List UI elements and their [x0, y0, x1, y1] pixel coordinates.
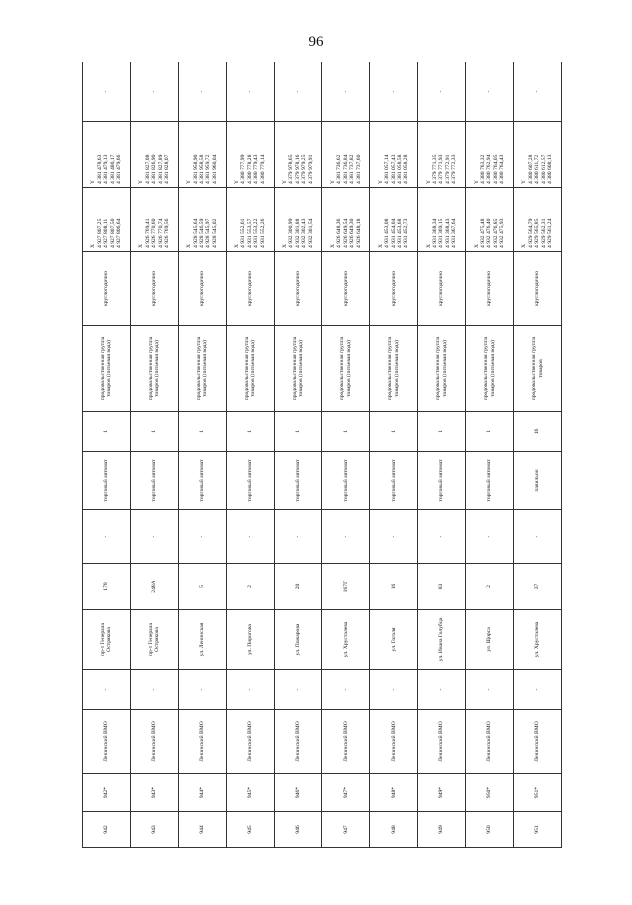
- cell-id: 950*: [466, 774, 514, 812]
- cell-period: круглогодично: [226, 252, 274, 326]
- cell-period: круглогодично: [466, 252, 514, 326]
- cell-count: 1: [274, 412, 322, 452]
- cell-count: 1: [83, 412, 131, 452]
- cell-count: 1: [370, 412, 418, 452]
- cell-col4: -: [83, 670, 131, 710]
- cell-house: 2: [226, 564, 274, 610]
- cell-coord-y: Y 4 381 958,90 4 381 958,58 4 381 959,72 4 381 960,04: [178, 122, 226, 188]
- cell-count: 16: [514, 412, 562, 452]
- cell-number: 945: [226, 812, 274, 848]
- page-number: 96: [308, 34, 324, 50]
- cell-object-type: торговый автомат: [418, 452, 466, 510]
- cell-last: -: [226, 62, 274, 122]
- cell-coord-x: X 4 931 453,08 4 931 454,04 4 931 453,68 4 931 452,73: [370, 188, 418, 252]
- cell-district: Ленинский ВМО: [274, 710, 322, 774]
- cell-street: ул. Щорса: [466, 610, 514, 670]
- cell-house: 2: [466, 564, 514, 610]
- cell-period: круглогодично: [83, 252, 131, 326]
- cell-count: 1: [322, 412, 370, 452]
- cell-district: Ленинский ВМО: [130, 710, 178, 774]
- table-row: [178, 62, 226, 848]
- cell-col7: -: [274, 510, 322, 564]
- cell-number: 949: [418, 812, 466, 848]
- cell-col7: -: [514, 510, 562, 564]
- cell-last: -: [178, 62, 226, 122]
- cell-count: 1: [418, 412, 466, 452]
- cell-object-type: торговый автомат: [466, 452, 514, 510]
- cell-col4: -: [418, 670, 466, 710]
- cell-house: 83: [418, 564, 466, 610]
- cell-period: круглогодично: [178, 252, 226, 326]
- cell-coord-y: Y 4 380 777,99 4 380 778,28 4 380 779,43 4 380 779,14: [226, 122, 274, 188]
- cell-object-type: торговый автомат: [370, 452, 418, 510]
- cell-coord-y: Y 4 379 771,35 4 379 771,93 4 379 772,91 4 379 772,33: [418, 122, 466, 188]
- cell-id: 949*: [418, 774, 466, 812]
- cell-house: 167Г: [322, 564, 370, 610]
- table-row: [370, 62, 418, 848]
- cell-col7: -: [370, 510, 418, 564]
- cell-coord-x: X 4 931 368,34 4 931 369,15 4 931 368,43 4 931 367,64: [418, 188, 466, 252]
- cell-last: -: [466, 62, 514, 122]
- cell-number: 942: [83, 812, 131, 848]
- cell-district: Ленинский ВМО: [178, 710, 226, 774]
- table-viewport: [82, 62, 562, 848]
- cell-coord-x: X 4 932 300,99 4 932 301,88 4 932 302,43 4 932 301,54: [274, 188, 322, 252]
- cell-street: ул. Гоголя: [370, 610, 418, 670]
- cell-house: 5: [178, 564, 226, 610]
- trade-locations-table: [82, 62, 562, 848]
- cell-coord-y: Y 4 380 607,28 4 380 611,72 4 380 612,57 4 380 608,13: [514, 122, 562, 188]
- table-row: [226, 62, 274, 848]
- cell-id: 947*: [322, 774, 370, 812]
- cell-goods-group: продовольственная группа товаров (питьевая вода): [178, 326, 226, 412]
- cell-id: 946*: [274, 774, 322, 812]
- cell-last: -: [514, 62, 562, 122]
- cell-col7: -: [226, 510, 274, 564]
- cell-goods-group: продовольственная группа товаров (питьевая вода): [322, 326, 370, 412]
- cell-number: 943: [130, 812, 178, 848]
- cell-street: ул. Ивана Голубца: [418, 610, 466, 670]
- cell-object-type: торговый автомат: [322, 452, 370, 510]
- cell-coord-x: X 4 931 552,61 4 931 553,57 4 931 553,22 4 931 552,26: [226, 188, 274, 252]
- cell-count: 1: [130, 412, 178, 452]
- table-row: [83, 62, 131, 848]
- cell-coord-y: Y 4 381 478,63 4 381 479,13 4 381 480,17 4 381 479,66: [83, 122, 131, 188]
- cell-col4: -: [370, 670, 418, 710]
- rotated-table-container: [82, 62, 562, 848]
- cell-id: 942*: [83, 774, 131, 812]
- cell-goods-group: продовольственная группа товаров (питьевая вода): [83, 326, 131, 412]
- cell-district: Ленинский ВМО: [370, 710, 418, 774]
- cell-object-type: павильон: [514, 452, 562, 510]
- cell-house: 248А: [130, 564, 178, 610]
- cell-coord-y: Y 4 381 827,08 4 381 826,90 4 381 827,89 4 381 828,07: [130, 122, 178, 188]
- cell-number: 944: [178, 812, 226, 848]
- cell-house: 37: [514, 564, 562, 610]
- cell-object-type: торговый автомат: [226, 452, 274, 510]
- cell-id: 945*: [226, 774, 274, 812]
- cell-street: ул. Хрусталева: [322, 610, 370, 670]
- cell-district: Ленинский ВМО: [83, 710, 131, 774]
- cell-coord-x: X 4 932 475,48 4 932 476,40 4 932 476,85 4 932 475,93: [466, 188, 514, 252]
- cell-object-type: торговый автомат: [274, 452, 322, 510]
- cell-col7: -: [83, 510, 131, 564]
- table-row: [322, 62, 370, 848]
- cell-district: Ленинский ВМО: [226, 710, 274, 774]
- cell-last: -: [83, 62, 131, 122]
- cell-number: 946: [274, 812, 322, 848]
- cell-last: -: [274, 62, 322, 122]
- cell-col4: -: [466, 670, 514, 710]
- cell-coord-x: X 4 927 807,25 4 927 808,11 4 927 807,50 4 927 806,64: [83, 188, 131, 252]
- cell-district: Ленинский ВМО: [466, 710, 514, 774]
- cell-col7: -: [322, 510, 370, 564]
- cell-col7: -: [466, 510, 514, 564]
- cell-count: 1: [226, 412, 274, 452]
- cell-id: 948*: [370, 774, 418, 812]
- cell-coord-x: X 4 926 769,41 4 926 770,60 4 926 770,74 4 926 769,56: [130, 188, 178, 252]
- cell-period: круглогодично: [130, 252, 178, 326]
- cell-col4: -: [130, 670, 178, 710]
- cell-goods-group: продовольственная группа товаров: [514, 326, 562, 412]
- cell-count: 1: [466, 412, 514, 452]
- cell-col4: -: [178, 670, 226, 710]
- cell-period: круглогодично: [370, 252, 418, 326]
- cell-coord-x: X 4 928 545,64 4 928 546,59 4 928 545,97 4 928 545,02: [178, 188, 226, 252]
- cell-col4: -: [226, 670, 274, 710]
- cell-number: 951: [514, 812, 562, 848]
- cell-coord-x: X 4 929 564,79 4 929 565,85 4 929 562,31 4 929 561,24: [514, 188, 562, 252]
- cell-period: круглогодично: [418, 252, 466, 326]
- cell-coord-y: Y 4 379 978,65 4 379 978,16 4 379 979,25 4 379 979,91: [274, 122, 322, 188]
- cell-coord-y: Y 4 381 057,14 4 381 057,43 4 381 058,58 4 381 058,28: [370, 122, 418, 188]
- cell-goods-group: продовольственная группа товаров (питьевая вода): [226, 326, 274, 412]
- cell-last: -: [322, 62, 370, 122]
- cell-district: Ленинский ВМО: [418, 710, 466, 774]
- cell-number: 948: [370, 812, 418, 848]
- cell-coord-y: Y 4 380 763,32 4 380 762,94 4 380 764,05 4 380 764,43: [466, 122, 514, 188]
- cell-street: ул. Пожарова: [274, 610, 322, 670]
- cell-last: -: [130, 62, 178, 122]
- cell-object-type: торговый автомат: [83, 452, 131, 510]
- table-row: [514, 62, 562, 848]
- cell-goods-group: продовольственная группа товаров (питьевая вода): [370, 326, 418, 412]
- cell-col4: -: [322, 670, 370, 710]
- cell-street: ул. Ленинская: [178, 610, 226, 670]
- cell-coord-x: X 4 926 648,36 4 926 649,54 4 926 649,30 4 926 648,18: [322, 188, 370, 252]
- cell-col4: -: [514, 670, 562, 710]
- cell-last: -: [418, 62, 466, 122]
- cell-last: -: [370, 62, 418, 122]
- cell-street: пр-т Генерала Острякова: [130, 610, 178, 670]
- cell-goods-group: продовольственная группа товаров (питьевая вода): [130, 326, 178, 412]
- cell-goods-group: продовольственная группа товаров (питьевая вода): [274, 326, 322, 412]
- cell-house: 16: [370, 564, 418, 610]
- cell-id: 944*: [178, 774, 226, 812]
- cell-col7: -: [178, 510, 226, 564]
- cell-object-type: торговый автомат: [130, 452, 178, 510]
- cell-period: круглогодично: [322, 252, 370, 326]
- table-row: [274, 62, 322, 848]
- cell-col7: -: [130, 510, 178, 564]
- cell-count: 1: [178, 412, 226, 452]
- cell-number: 950: [466, 812, 514, 848]
- cell-id: 943*: [130, 774, 178, 812]
- cell-coord-y: Y 4 381 736,62 4 381 736,84 4 381 737,82 4 381 737,60: [322, 122, 370, 188]
- cell-street: ул. Пирогова: [226, 610, 274, 670]
- cell-district: Ленинский ВМО: [514, 710, 562, 774]
- cell-period: круглогодично: [514, 252, 562, 326]
- table-row: [418, 62, 466, 848]
- table-row: [466, 62, 514, 848]
- cell-district: Ленинский ВМО: [322, 710, 370, 774]
- cell-goods-group: продовольственная группа товаров (питьевая вода): [466, 326, 514, 412]
- cell-period: круглогодично: [274, 252, 322, 326]
- cell-id: 951*: [514, 774, 562, 812]
- cell-object-type: торговый автомат: [178, 452, 226, 510]
- cell-col7: -: [418, 510, 466, 564]
- cell-house: 178: [83, 564, 131, 610]
- cell-goods-group: продовольственная группа товаров (питьевая вода): [418, 326, 466, 412]
- cell-street: ул. Хрусталева: [514, 610, 562, 670]
- cell-street: пр-т Генерала Острякова: [83, 610, 131, 670]
- cell-number: 947: [322, 812, 370, 848]
- table-row: [130, 62, 178, 848]
- cell-house: 20: [274, 564, 322, 610]
- cell-col4: -: [274, 670, 322, 710]
